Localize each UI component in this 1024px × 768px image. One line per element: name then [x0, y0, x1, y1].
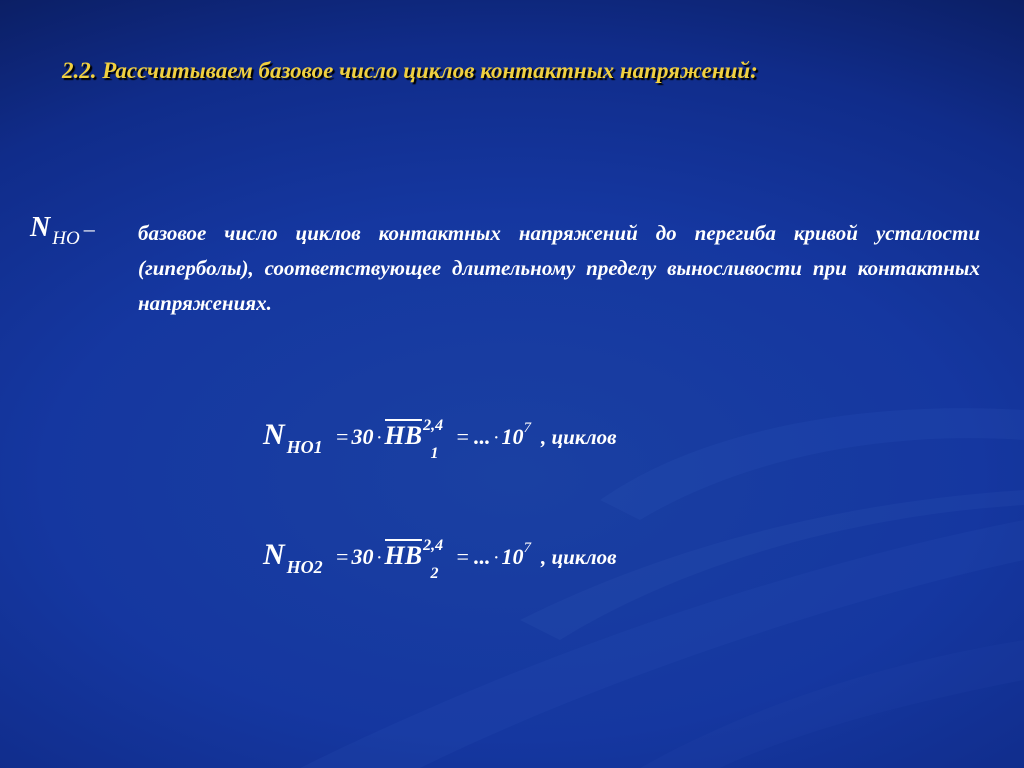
hb-symbol: HB [384, 541, 423, 570]
unit-label: , циклов [540, 425, 617, 449]
power-exponent: 7 [523, 540, 531, 556]
multiply-dot-2: · [493, 547, 499, 569]
equals-sign-2: = [455, 424, 470, 449]
hb-index: 1 [430, 445, 439, 462]
coefficient: 30 [351, 424, 374, 449]
hb-exponent: 2,4 [423, 417, 444, 434]
hb-term [384, 537, 444, 582]
multiply-dot: · [376, 427, 382, 449]
multiply-dot: · [376, 547, 382, 569]
hb-index: 2 [430, 565, 439, 582]
power-base: 10 [501, 544, 524, 569]
multiply-dot-2: · [493, 427, 499, 449]
ellipsis: ... [473, 424, 491, 449]
symbol-n: N [30, 212, 51, 243]
definition-text: базовое число циклов контактных напряжений до перегиба кривой усталости (гиперболы), соответствующее длительному пределу выносливости при контактных напряжениях. [138, 221, 980, 315]
formula-lhs-subscript: HO2 [286, 557, 323, 577]
formula-nho1 [263, 417, 617, 462]
symbol-subscript: HO [52, 228, 80, 249]
power-exponent: 7 [523, 420, 531, 436]
equals-sign-2: = [455, 544, 470, 569]
unit-label: , циклов [540, 545, 617, 569]
equals-sign: = [334, 424, 350, 449]
hb-symbol: HB [384, 421, 423, 450]
formula-nho2 [263, 537, 617, 582]
formula-lhs: N [263, 418, 285, 451]
hb-term [384, 417, 444, 462]
definition-symbol [30, 212, 95, 249]
slide-title: 2.2. Рассчитываем базовое число циклов контактных напряжений: [62, 58, 758, 83]
equals-sign: = [334, 544, 350, 569]
hb-exponent: 2,4 [423, 537, 444, 554]
power-base: 10 [501, 424, 524, 449]
symbol-dash: – [83, 216, 95, 241]
formula-lhs-subscript: HO1 [286, 437, 323, 457]
coefficient: 30 [351, 544, 374, 569]
ellipsis: ... [473, 544, 491, 569]
formula-lhs: N [263, 538, 285, 571]
